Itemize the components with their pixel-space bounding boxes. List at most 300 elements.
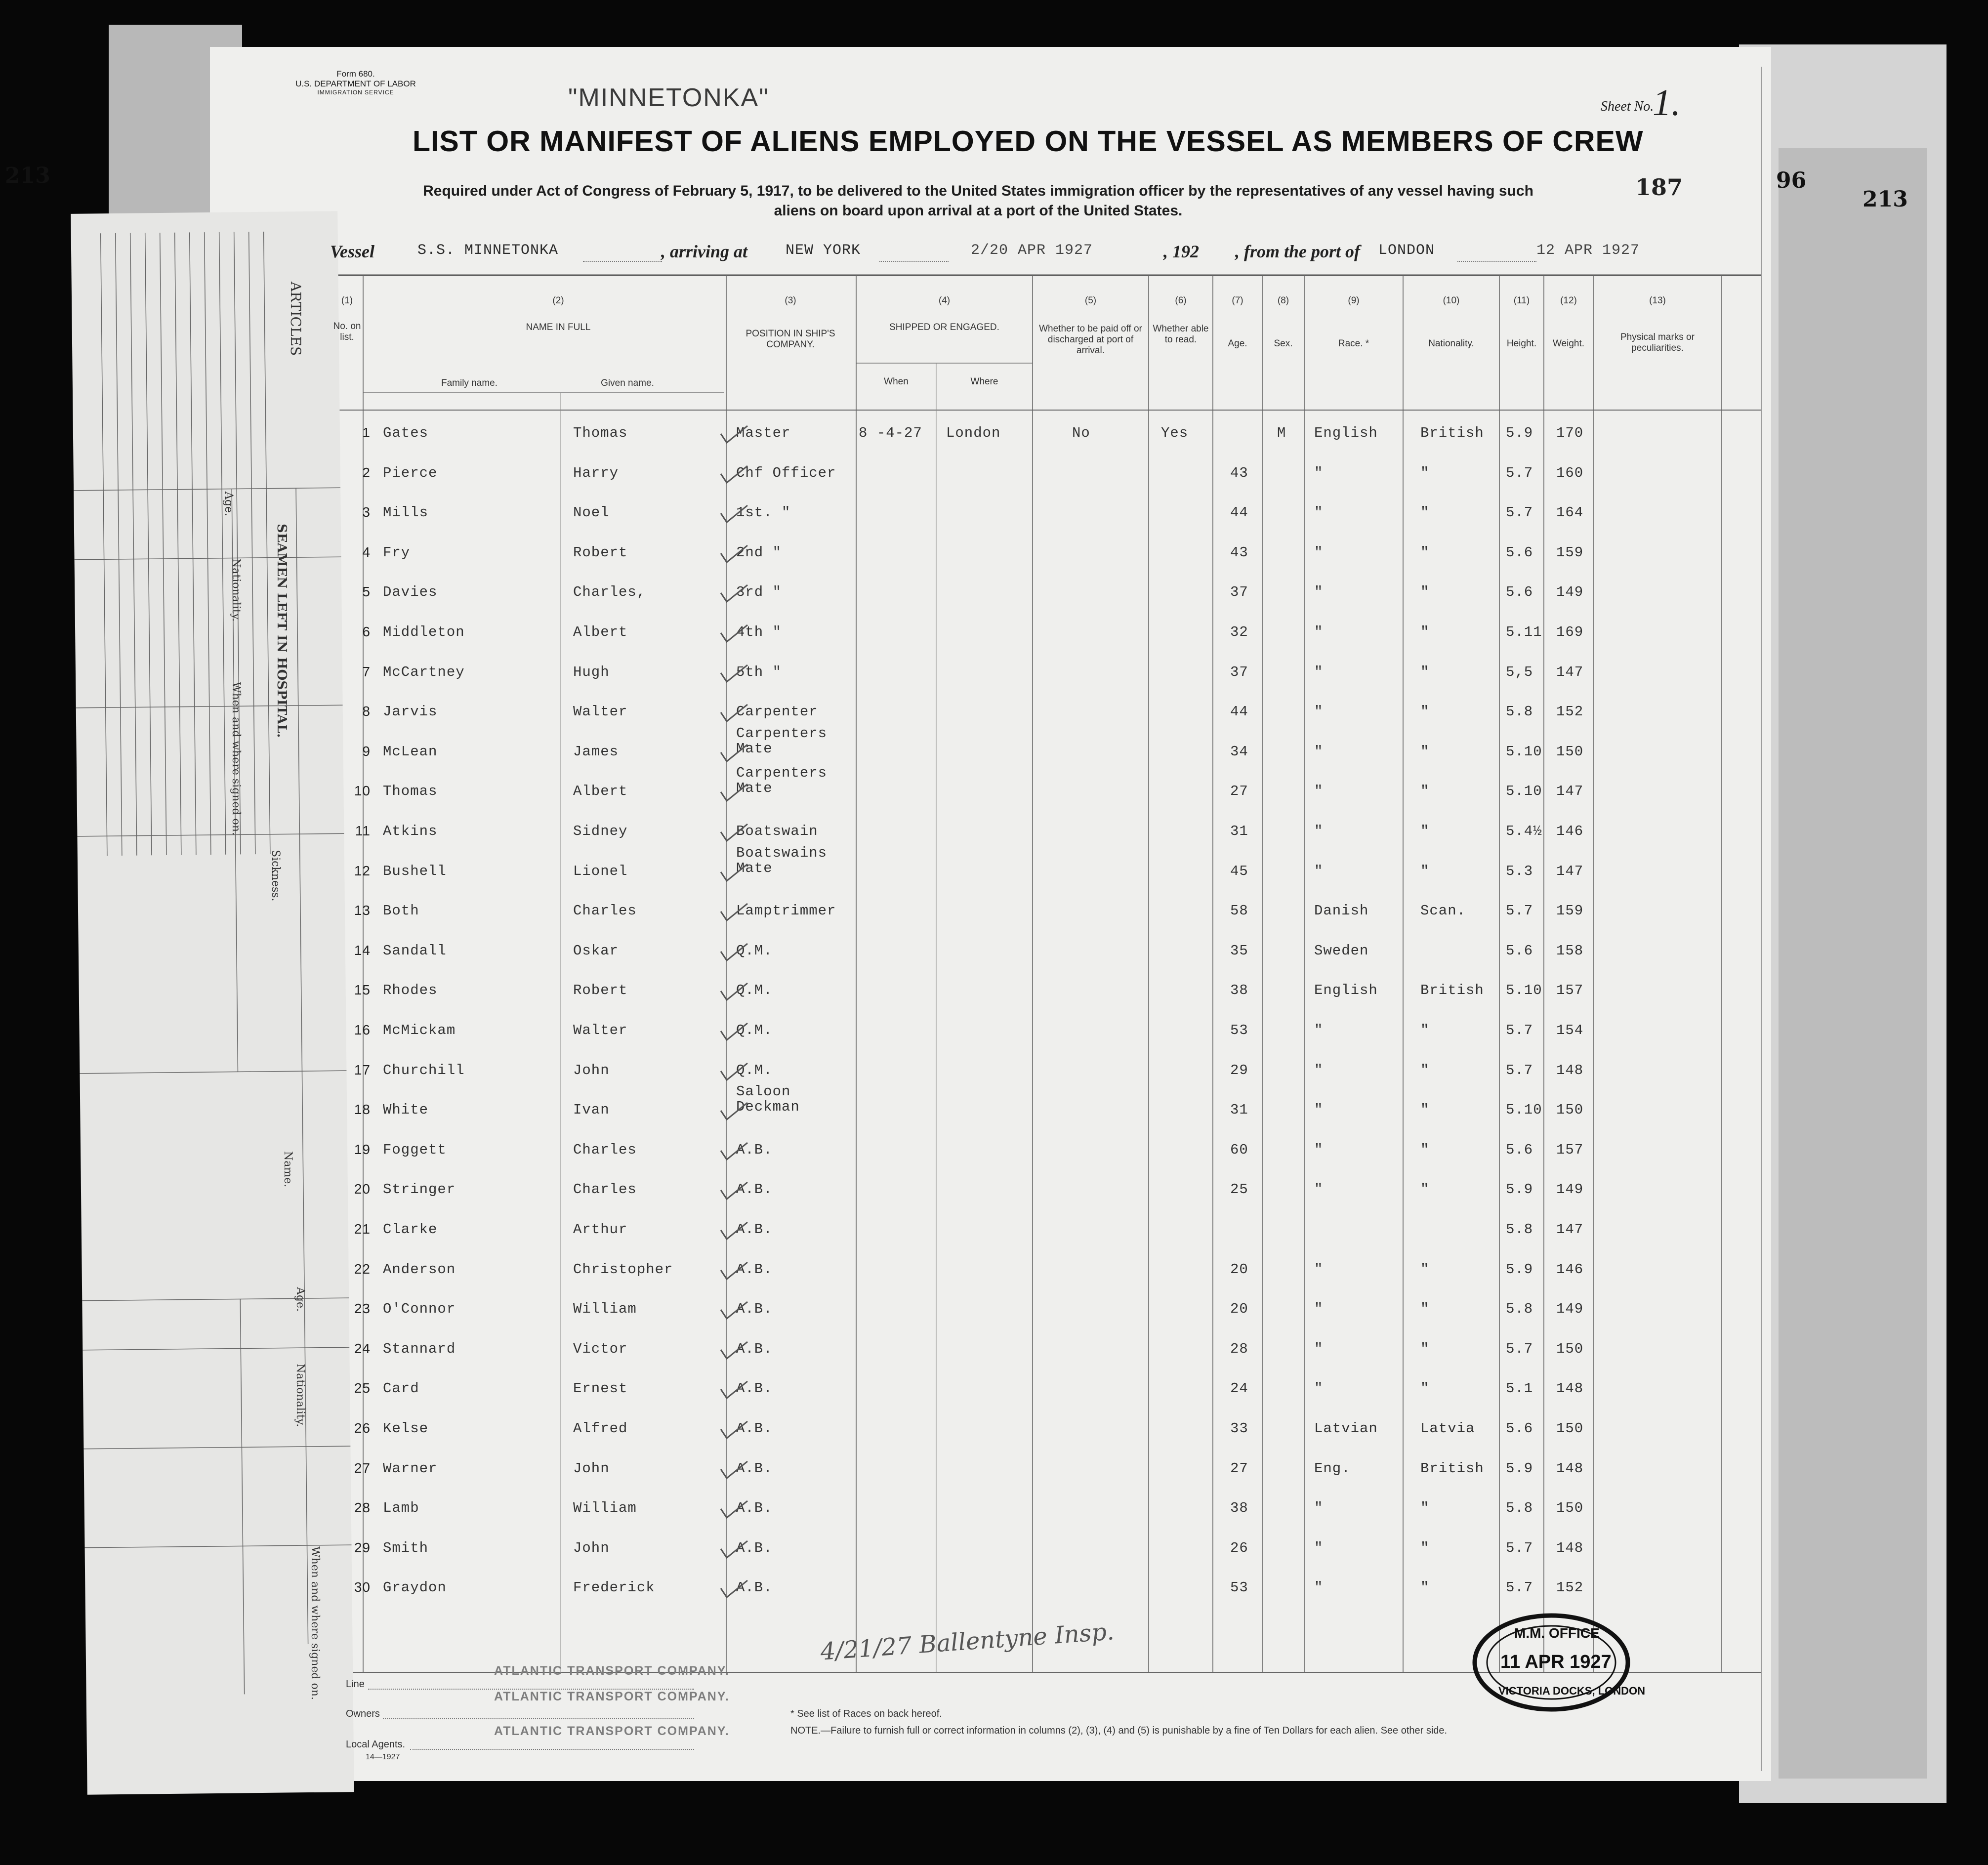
cell-row-number: 14 [354, 942, 371, 958]
col-shipped-engaged: SHIPPED OR ENGAGED. [889, 322, 999, 332]
col-5-number: (5) [1084, 295, 1097, 306]
checkmark-icon [719, 743, 749, 764]
footer-owners-dotted [383, 1718, 694, 1719]
cell-height: 5.7 [1506, 1062, 1533, 1078]
cell-race: " [1314, 1102, 1324, 1119]
cell-family-name: Kelse [383, 1420, 429, 1437]
cell-height: 5.8 [1506, 1500, 1533, 1517]
cell-height: 5.7 [1506, 1022, 1533, 1038]
strip-age-label-2: Age. [294, 1287, 306, 1312]
col-when: When [884, 376, 909, 387]
cell-race: " [1314, 1141, 1324, 1158]
cell-nationality: " [1420, 584, 1430, 601]
cell-race: Latvian [1314, 1420, 1378, 1437]
cell-given-name: John [573, 1460, 610, 1477]
cell-height: 5.4½ [1506, 823, 1542, 839]
strip-sickness-label: Sickness. [269, 850, 282, 902]
cell-race: " [1314, 1181, 1324, 1198]
cell-height: 5.3 [1506, 863, 1533, 879]
stamp-bottom-text: VICTORIA DOCKS, LONDON [1498, 1685, 1646, 1697]
cell-weight: 152 [1556, 1579, 1584, 1596]
cell-height: 5.6 [1506, 584, 1533, 601]
cell-age: 53 [1230, 1022, 1248, 1038]
cell-given-name: Thomas [573, 425, 628, 441]
col-7-number: (7) [1232, 295, 1243, 306]
cell-weight: 159 [1556, 903, 1584, 919]
cell-height: 5.11 [1506, 624, 1542, 640]
cell-age: 58 [1230, 903, 1248, 919]
strip-articles-label: ARTICLES [288, 282, 304, 356]
col-9-number: (9) [1348, 295, 1360, 306]
cell-nationality: " [1420, 1539, 1430, 1556]
manifest-sheet [210, 47, 1771, 1781]
cell-race: " [1314, 464, 1324, 481]
cell-height: 5.7 [1506, 903, 1533, 919]
cell-position: A.B. [736, 1181, 773, 1198]
cell-weight: 147 [1556, 783, 1584, 800]
cell-position: Boatswains Mate [736, 844, 828, 876]
cell-row-number: 2 [362, 464, 371, 480]
cell-age: 60 [1230, 1141, 1248, 1158]
col-name-in-full: NAME IN FULL [526, 322, 591, 332]
col-given-name: Given name. [601, 378, 654, 388]
cell-position: Saloon Deckman [736, 1083, 800, 1116]
checkmark-icon [719, 1141, 749, 1162]
cell-row-number: 22 [354, 1261, 371, 1277]
cell-position: 2nd " [736, 544, 782, 561]
office-stamp [1470, 1611, 1646, 1714]
cell-position: Master [736, 425, 791, 441]
col-12-number: (12) [1560, 295, 1577, 306]
col-family-name: Family name. [441, 378, 498, 388]
cell-age: 44 [1230, 504, 1248, 521]
cell-sex: M [1277, 425, 1286, 441]
cell-race: Sweden [1314, 942, 1369, 959]
col-10-number: (10) [1443, 295, 1460, 306]
cell-family-name: Sandall [383, 942, 447, 959]
cell-height: 5.7 [1506, 1579, 1533, 1596]
cell-position: Chf Officer [736, 464, 836, 481]
stamp-top-text: M.M. OFFICE [1514, 1625, 1600, 1641]
cell-age: 34 [1230, 743, 1248, 760]
cell-age: 44 [1230, 704, 1248, 720]
cell-age: 29 [1230, 1062, 1248, 1078]
cell-race: " [1314, 1340, 1324, 1357]
cell-age: 20 [1230, 1301, 1248, 1318]
cell-weight: 150 [1556, 1102, 1584, 1119]
cell-given-name: Albert [573, 783, 628, 800]
vessel-label: Vessel [330, 242, 374, 261]
cell-family-name: Gates [383, 425, 429, 441]
cell-race: English [1314, 982, 1378, 999]
cell-family-name: McMickam [383, 1022, 456, 1038]
col-age: Age. [1228, 338, 1247, 349]
cell-row-number: 10 [354, 783, 371, 799]
cell-age: 43 [1230, 544, 1248, 561]
cell-age: 20 [1230, 1261, 1248, 1278]
footer-form-code: 14—1927 [366, 1753, 400, 1761]
checkmark-icon [719, 1419, 749, 1441]
cell-nationality: " [1420, 1579, 1430, 1596]
cell-nationality: British [1420, 1460, 1484, 1477]
cell-row-number: 17 [354, 1062, 371, 1078]
cell-given-name: Charles [573, 903, 637, 919]
cell-weight: 169 [1556, 624, 1584, 640]
cell-race: " [1314, 1261, 1324, 1278]
vessel-dotted-line [583, 261, 662, 262]
cell-age: 32 [1230, 624, 1248, 640]
cell-given-name: Charles [573, 1181, 637, 1198]
cell-position: A.B. [736, 1141, 773, 1158]
cell-given-name: Walter [573, 1022, 628, 1038]
cell-position: A.B. [736, 1261, 773, 1278]
cell-row-number: 30 [354, 1579, 371, 1595]
year-label: , 192 [1163, 242, 1199, 261]
cell-height: 5.1 [1506, 1380, 1533, 1397]
cell-family-name: Card [383, 1380, 419, 1397]
checkmark-icon [719, 503, 749, 525]
checkmark-icon [719, 1220, 749, 1242]
cell-race: " [1314, 1579, 1324, 1596]
owners-company: ATLANTIC TRANSPORT COMPANY. [494, 1690, 730, 1703]
form-number: Form 680. [336, 69, 375, 79]
cell-row-number: 29 [354, 1539, 371, 1555]
col-able-to-read: Whether able to read. [1153, 324, 1209, 345]
cell-height: 5.7 [1506, 464, 1533, 481]
cell-age: 43 [1230, 464, 1248, 481]
cell-nationality: " [1420, 783, 1430, 800]
cell-weight: 170 [1556, 425, 1584, 441]
cell-given-name: Harry [573, 464, 619, 481]
cell-family-name: Atkins [383, 823, 438, 839]
cell-given-name: Ivan [573, 1102, 610, 1119]
cell-age: 27 [1230, 1460, 1248, 1477]
ship-name-stamp: "MINNETONKA" [568, 83, 769, 112]
checkmark-icon [719, 822, 749, 844]
cell-given-name: Albert [573, 624, 628, 640]
col-no-on-list: No. on list. [333, 321, 361, 342]
checkmark-icon [719, 1101, 749, 1122]
cell-family-name: Graydon [383, 1579, 447, 1596]
cell-height: 5.8 [1506, 704, 1533, 720]
cell-nationality: " [1420, 624, 1430, 640]
cell-family-name: White [383, 1102, 429, 1119]
col-6-number: (6) [1175, 295, 1187, 306]
cell-age: 27 [1230, 783, 1248, 800]
cell-family-name: Smith [383, 1539, 429, 1556]
col-weight: Weight. [1552, 338, 1585, 349]
cell-given-name: Sidney [573, 823, 628, 839]
cell-height: 5.6 [1506, 1420, 1533, 1437]
col-nationality: Nationality. [1428, 338, 1474, 349]
checkmark-icon [719, 1578, 749, 1600]
checkmark-icon [719, 942, 749, 963]
cell-family-name: Pierce [383, 464, 438, 481]
cell-family-name: Stringer [383, 1181, 456, 1198]
cell-height: 5.9 [1506, 1181, 1533, 1198]
cell-family-name: Churchill [383, 1062, 465, 1078]
cell-family-name: O'Connor [383, 1301, 456, 1318]
col-8-number: (8) [1277, 295, 1289, 306]
checkmark-icon [719, 1379, 749, 1401]
cell-position: A.B. [736, 1221, 773, 1238]
cell-race: Eng. [1314, 1460, 1351, 1477]
cell-height: 5.9 [1506, 425, 1533, 441]
cell-position: A.B. [736, 1579, 773, 1596]
cell-race: " [1314, 504, 1324, 521]
cell-nationality: " [1420, 663, 1430, 680]
cell-position: A.B. [736, 1301, 773, 1318]
cell-age: 38 [1230, 982, 1248, 999]
col-1-number: (1) [341, 295, 353, 306]
cell-weight: 150 [1556, 1340, 1584, 1357]
cell-nationality: " [1420, 1380, 1430, 1397]
cell-nationality: " [1420, 1102, 1430, 1119]
cell-family-name: Foggett [383, 1141, 447, 1158]
col-physical-marks: Physical marks or peculiarities. [1620, 332, 1695, 353]
checkmark-icon [719, 862, 749, 884]
stamp-date: 11 APR 1927 [1500, 1652, 1612, 1672]
cell-nationality: Latvia [1420, 1420, 1475, 1437]
cell-age: 26 [1230, 1539, 1248, 1556]
cell-row-number: 18 [354, 1102, 371, 1118]
sheet-number-label: Sheet No. [1601, 99, 1654, 114]
checkmark-icon [719, 782, 749, 804]
agents-company: ATLANTIC TRANSPORT COMPANY. [494, 1724, 730, 1738]
cell-race: " [1314, 1500, 1324, 1517]
cell-race: " [1314, 743, 1324, 760]
cell-race: " [1314, 704, 1324, 720]
cell-row-number: 24 [354, 1340, 371, 1356]
cell-family-name: Lamb [383, 1500, 419, 1517]
subtitle-line-2: aliens on board upon arrival at a port of the United States. [774, 203, 1183, 219]
cell-weight: 164 [1556, 504, 1584, 521]
departure-date: 12 APR 1927 [1536, 242, 1640, 259]
col-sex: Sex. [1274, 338, 1293, 349]
cell-weight: 150 [1556, 1500, 1584, 1517]
cell-row-number: 11 [355, 823, 371, 838]
cell-nationality: " [1420, 1022, 1430, 1038]
cell-race: " [1314, 663, 1324, 680]
cell-weight: 149 [1556, 1301, 1584, 1318]
sheet-number-value: 1. [1653, 82, 1681, 124]
checkmark-icon [719, 1260, 749, 1282]
cell-weight: 146 [1556, 1261, 1584, 1278]
cell-position: 3rd " [736, 584, 782, 601]
cell-family-name: Clarke [383, 1221, 438, 1238]
cell-nationality: " [1420, 743, 1430, 760]
cell-race: " [1314, 1022, 1324, 1038]
col-13-number: (13) [1649, 295, 1666, 306]
cell-family-name: Anderson [383, 1261, 456, 1278]
cell-nationality: " [1420, 504, 1430, 521]
strip-when-where-label-2: When and where signed on. [309, 1546, 321, 1700]
footer-agents-dotted [410, 1749, 694, 1750]
checkmark-icon [719, 1459, 749, 1481]
cell-weight: 149 [1556, 584, 1584, 601]
cell-height: 5,5 [1506, 663, 1533, 680]
cell-age: 37 [1230, 663, 1248, 680]
cell-family-name: Bushell [383, 863, 447, 879]
cell-age: 31 [1230, 1102, 1248, 1119]
strip-when-where-label: When and where signed on. [230, 682, 242, 835]
col-2-number: (2) [552, 295, 564, 306]
strip-nationality-label-2: Nationality. [294, 1364, 306, 1427]
cell-age: 31 [1230, 823, 1248, 839]
cell-given-name: Frederick [573, 1579, 655, 1596]
cell-family-name: Warner [383, 1460, 438, 1477]
cell-age: 37 [1230, 584, 1248, 601]
cell-race: " [1314, 863, 1324, 879]
cell-row-number: 27 [354, 1460, 371, 1476]
cell-height: 5.7 [1506, 1539, 1533, 1556]
cell-height: 5.10 [1506, 1102, 1542, 1119]
cell-age: 24 [1230, 1380, 1248, 1397]
cell-weight: 147 [1556, 863, 1584, 879]
cell-position: A.B. [736, 1500, 773, 1517]
cell-given-name: Walter [573, 704, 628, 720]
checkmark-icon [719, 464, 749, 486]
col-paid-off: Whether to be paid off or discharged at port of arrival. [1039, 324, 1142, 356]
cell-weight: 152 [1556, 704, 1584, 720]
checkmark-icon [719, 424, 749, 446]
cell-weight: 148 [1556, 1539, 1584, 1556]
cell-given-name: William [573, 1500, 637, 1517]
cell-given-name: Lionel [573, 863, 628, 879]
cell-height: 5.8 [1506, 1301, 1533, 1318]
cell-position: Carpenter [736, 704, 818, 720]
arriving-dotted-line [879, 261, 949, 262]
cell-race: " [1314, 544, 1324, 561]
cell-age: 38 [1230, 1500, 1248, 1517]
cell-weight: 146 [1556, 823, 1584, 839]
cell-age: 53 [1230, 1579, 1248, 1596]
cell-race: " [1314, 823, 1324, 839]
cell-age: 35 [1230, 942, 1248, 959]
cell-nationality: " [1420, 823, 1430, 839]
cell-weight: 148 [1556, 1380, 1584, 1397]
cell-given-name: Victor [573, 1340, 628, 1357]
col-height: Height. [1506, 338, 1537, 349]
cell-family-name: Thomas [383, 783, 438, 800]
cell-weight: 149 [1556, 1181, 1584, 1198]
cell-weight: 147 [1556, 1221, 1584, 1238]
cell-height: 5.6 [1506, 1141, 1533, 1158]
cell-weight: 150 [1556, 743, 1584, 760]
cell-age: 45 [1230, 863, 1248, 879]
cell-given-name: John [573, 1539, 610, 1556]
cell-row-number: 26 [354, 1420, 371, 1436]
cell-row-number: 5 [362, 584, 371, 600]
cell-nationality: " [1420, 544, 1430, 561]
cell-nationality: " [1420, 1500, 1430, 1517]
cell-given-name: William [573, 1301, 637, 1318]
cell-age: 33 [1230, 1420, 1248, 1437]
department-name: U.S. DEPARTMENT OF LABOR [295, 79, 416, 88]
col-3-number: (3) [785, 295, 796, 306]
cell-row-number: 16 [354, 1022, 371, 1037]
service-name: IMMIGRATION SERVICE [317, 89, 394, 96]
background-sheet-right-inner [1779, 148, 1927, 1779]
cell-nationality: " [1420, 704, 1430, 720]
cell-weight: 147 [1556, 663, 1584, 680]
checkmark-icon [719, 703, 749, 724]
cell-weight: 158 [1556, 942, 1584, 959]
cell-height: 5.10 [1506, 982, 1542, 999]
cell-height: 5.7 [1506, 1340, 1533, 1357]
cell-family-name: Fry [383, 544, 411, 561]
table-grid [210, 47, 1771, 1781]
cell-weight: 159 [1556, 544, 1584, 561]
col-position: POSITION IN SHIP'S COMPANY. [746, 329, 835, 350]
edge-number-right-b: 213 [1863, 187, 1908, 212]
cell-position: Carpenters Mate [736, 765, 828, 797]
cell-race: " [1314, 1380, 1324, 1397]
cell-family-name: Mills [383, 504, 429, 521]
cell-position: Boatswain [736, 823, 818, 839]
cell-height: 5.6 [1506, 942, 1533, 959]
checkmark-icon [719, 1539, 749, 1561]
cell-able-to-read: Yes [1161, 425, 1189, 441]
edge-number-left: 213 [5, 163, 50, 188]
vessel-name: S.S. MINNETONKA [417, 242, 559, 259]
checkmark-icon [719, 1300, 749, 1322]
cell-weight: 148 [1556, 1062, 1584, 1078]
page-number: 187 [1635, 174, 1683, 201]
col-where: Where [970, 376, 998, 387]
cell-nationality: " [1420, 1062, 1430, 1078]
cell-family-name: McCartney [383, 663, 465, 680]
cell-given-name: Alfred [573, 1420, 628, 1437]
cell-weight: 148 [1556, 1460, 1584, 1477]
arriving-label: , arriving at [661, 242, 748, 261]
cell-nationality: Scan. [1420, 903, 1466, 919]
cell-nationality: " [1420, 1181, 1430, 1198]
checkmark-icon [719, 623, 749, 645]
cell-paid-off: No [1072, 425, 1090, 441]
cell-position: Carpenters Mate [736, 725, 828, 757]
cell-height: 5.10 [1506, 783, 1542, 800]
cell-given-name: Oskar [573, 942, 619, 959]
cell-height: 5.6 [1506, 544, 1533, 561]
strip-age-label: Age. [222, 492, 235, 516]
cell-nationality: " [1420, 464, 1430, 481]
cell-position: A.B. [736, 1380, 773, 1397]
cell-row-number: 13 [354, 903, 371, 918]
cell-position: 1st. " [736, 504, 791, 521]
cell-age: 25 [1230, 1181, 1248, 1198]
footer-agents-label: Local Agents. [346, 1739, 406, 1750]
cell-family-name: Middleton [383, 624, 465, 640]
cell-position: 5th " [736, 663, 782, 680]
line-company: ATLANTIC TRANSPORT COMPANY. [494, 1664, 730, 1678]
from-port-label: , from the port of [1235, 242, 1361, 261]
cell-row-number: 12 [354, 863, 371, 878]
cell-given-name: Christopher [573, 1261, 673, 1278]
cell-row-number: 3 [362, 504, 371, 520]
page-title: LIST OR MANIFEST OF ALIENS EMPLOYED ON THE VESSEL AS MEMBERS OF CREW [413, 125, 1644, 158]
checkmark-icon [719, 663, 749, 685]
strip-nationality-label: Nationality. [230, 558, 242, 622]
cell-weight: 157 [1556, 1141, 1584, 1158]
edge-number-right-a: 96 [1776, 168, 1807, 193]
cell-row-number: 9 [362, 743, 371, 759]
cell-nationality: British [1420, 425, 1484, 441]
cell-position: Q.M. [736, 1022, 773, 1038]
penalty-note: NOTE.—Failure to furnish full or correct information in columns (2), (3), (4) and (5) is punishable by a fine of Ten Dollars for each alien. See other side. [790, 1725, 1448, 1736]
cell-row-number: 28 [354, 1500, 371, 1516]
checkmark-icon [719, 543, 749, 565]
